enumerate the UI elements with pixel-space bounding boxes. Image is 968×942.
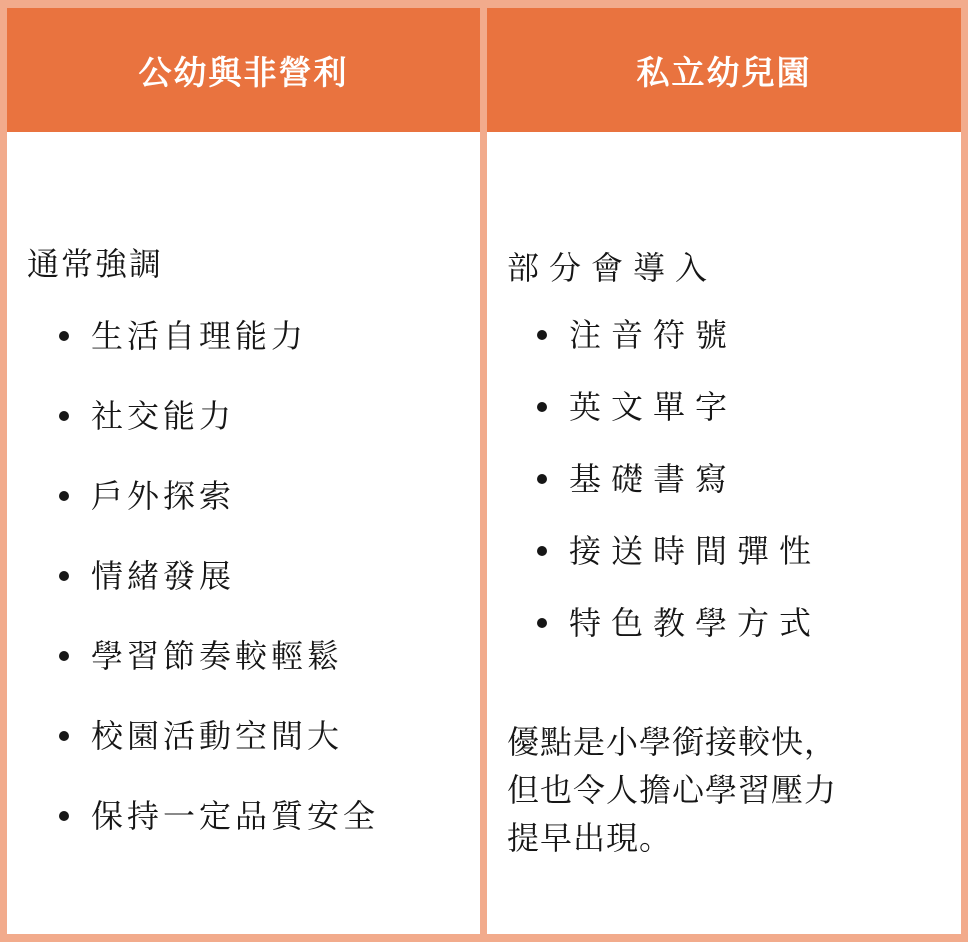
private-feature-list <box>537 316 822 679</box>
list-item-text: 校園活動空間大 <box>91 717 344 755</box>
list-item-text: 英文單字 <box>569 388 738 426</box>
list-item-text: 學習節奏較輕鬆 <box>91 637 344 675</box>
public-feature-list <box>59 317 380 880</box>
public-nonprofit-column <box>7 8 480 934</box>
list-item <box>59 637 379 720</box>
list-item <box>537 388 821 463</box>
list-item <box>537 316 821 391</box>
list-item <box>537 532 822 607</box>
bullet-icon <box>59 411 69 421</box>
list-item-text: 注音符號 <box>569 316 738 354</box>
bullet-icon <box>59 571 69 581</box>
private-note-paragraph <box>507 718 947 862</box>
private-kindergarten-column <box>487 8 961 934</box>
bullet-icon <box>59 731 69 741</box>
private-kindergarten-header <box>487 8 961 132</box>
list-item-text: 戶外探索 <box>91 477 236 515</box>
list-item-text: 保持一定品質安全 <box>91 797 380 835</box>
note-line: 但也令人擔心學習壓力 <box>507 771 838 809</box>
column-header-title: 私立幼兒園 <box>636 52 812 92</box>
list-item-text: 基礎書寫 <box>569 460 738 498</box>
bullet-icon <box>59 651 69 661</box>
list-item-text: 生活自理能力 <box>91 317 308 355</box>
list-item <box>59 317 379 400</box>
list-item-text: 特色教學方式 <box>569 604 822 642</box>
list-item <box>537 460 821 535</box>
bullet-icon <box>537 330 547 340</box>
bullet-icon <box>59 811 69 821</box>
bullet-icon <box>537 546 547 556</box>
list-item <box>537 604 822 679</box>
bullet-icon <box>59 331 69 341</box>
bullet-icon <box>537 618 547 628</box>
column-header-title: 公幼與非營利 <box>138 52 349 92</box>
list-item-text: 接送時間彈性 <box>569 532 822 570</box>
list-item-text: 情緒發展 <box>91 557 236 595</box>
private-intro-text: 部分會導入 <box>507 249 718 287</box>
public-nonprofit-header <box>7 8 480 132</box>
list-item <box>59 797 380 880</box>
public-intro-text: 通常強調 <box>27 245 164 283</box>
list-item <box>59 477 379 560</box>
list-item <box>59 397 379 480</box>
note-line: 提早出現。 <box>507 819 673 857</box>
note-line: 優點是小學銜接較快， <box>507 723 838 761</box>
list-item-text: 社交能力 <box>91 397 236 435</box>
list-item <box>59 717 379 800</box>
bullet-icon <box>537 474 547 484</box>
list-item <box>59 557 379 640</box>
bullet-icon <box>59 491 69 501</box>
bullet-icon <box>537 402 547 412</box>
